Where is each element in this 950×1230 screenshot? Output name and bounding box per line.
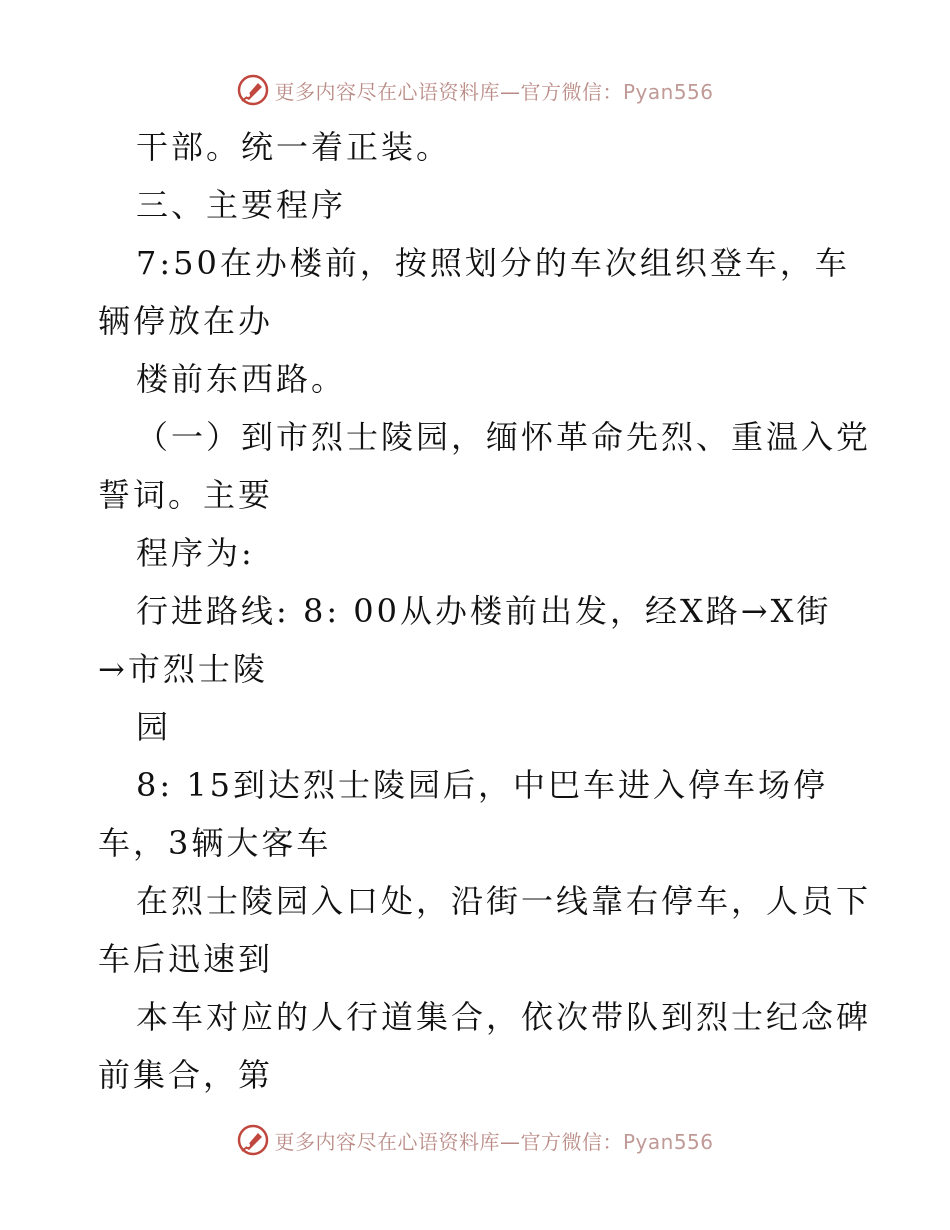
text-line: 楼前东西路。 <box>136 360 347 398</box>
text-line: 誓词。主要 <box>98 476 274 514</box>
pen-nib-logo-icon <box>236 1123 270 1157</box>
text-line: 干部。统一着正装。 <box>136 128 452 166</box>
watermark-label: 更多内容尽在心语资料库—官方微信： <box>274 79 623 104</box>
header-watermark <box>0 70 950 110</box>
text-line: 车后迅速到 <box>98 940 274 978</box>
watermark-label: 更多内容尽在心语资料库—官方微信： <box>274 1129 623 1154</box>
subsection-heading: （一）到市烈士陵园，缅怀革命先烈、重温入党 <box>136 418 872 456</box>
footer-watermark <box>0 1120 950 1160</box>
text-line: 程序为: <box>136 534 255 572</box>
document-body <box>98 118 872 1104</box>
section-heading: 三、主要程序 <box>136 186 347 224</box>
text-line: 辆停放在办 <box>98 302 274 340</box>
watermark-text <box>274 76 713 105</box>
pen-nib-logo-icon <box>236 73 270 107</box>
watermark-wechat-id: Pyan556 <box>622 1129 714 1154</box>
watermark-wechat-id: Pyan556 <box>622 79 714 104</box>
text-line: 8: 15到达烈士陵园后，中巴车进入停车场停 <box>136 766 829 804</box>
text-line: 在烈士陵园入口处，沿街一线靠右停车，人员下 <box>136 882 872 920</box>
text-line: →市烈士陵 <box>98 650 268 688</box>
text-line: 本车对应的人行道集合，依次带队到烈士纪念碑 <box>136 998 872 1036</box>
text-line: 园 <box>136 708 172 746</box>
text-line: 7:50在办楼前，按照划分的车次组织登车，车 <box>136 244 850 282</box>
text-line: 行进路线: 8: 00从办楼前出发，经X路→X街 <box>136 592 832 630</box>
watermark-text <box>274 1126 713 1155</box>
text-line: 车，3辆大客车 <box>98 824 332 862</box>
text-line: 前集合，第 <box>98 1056 274 1094</box>
